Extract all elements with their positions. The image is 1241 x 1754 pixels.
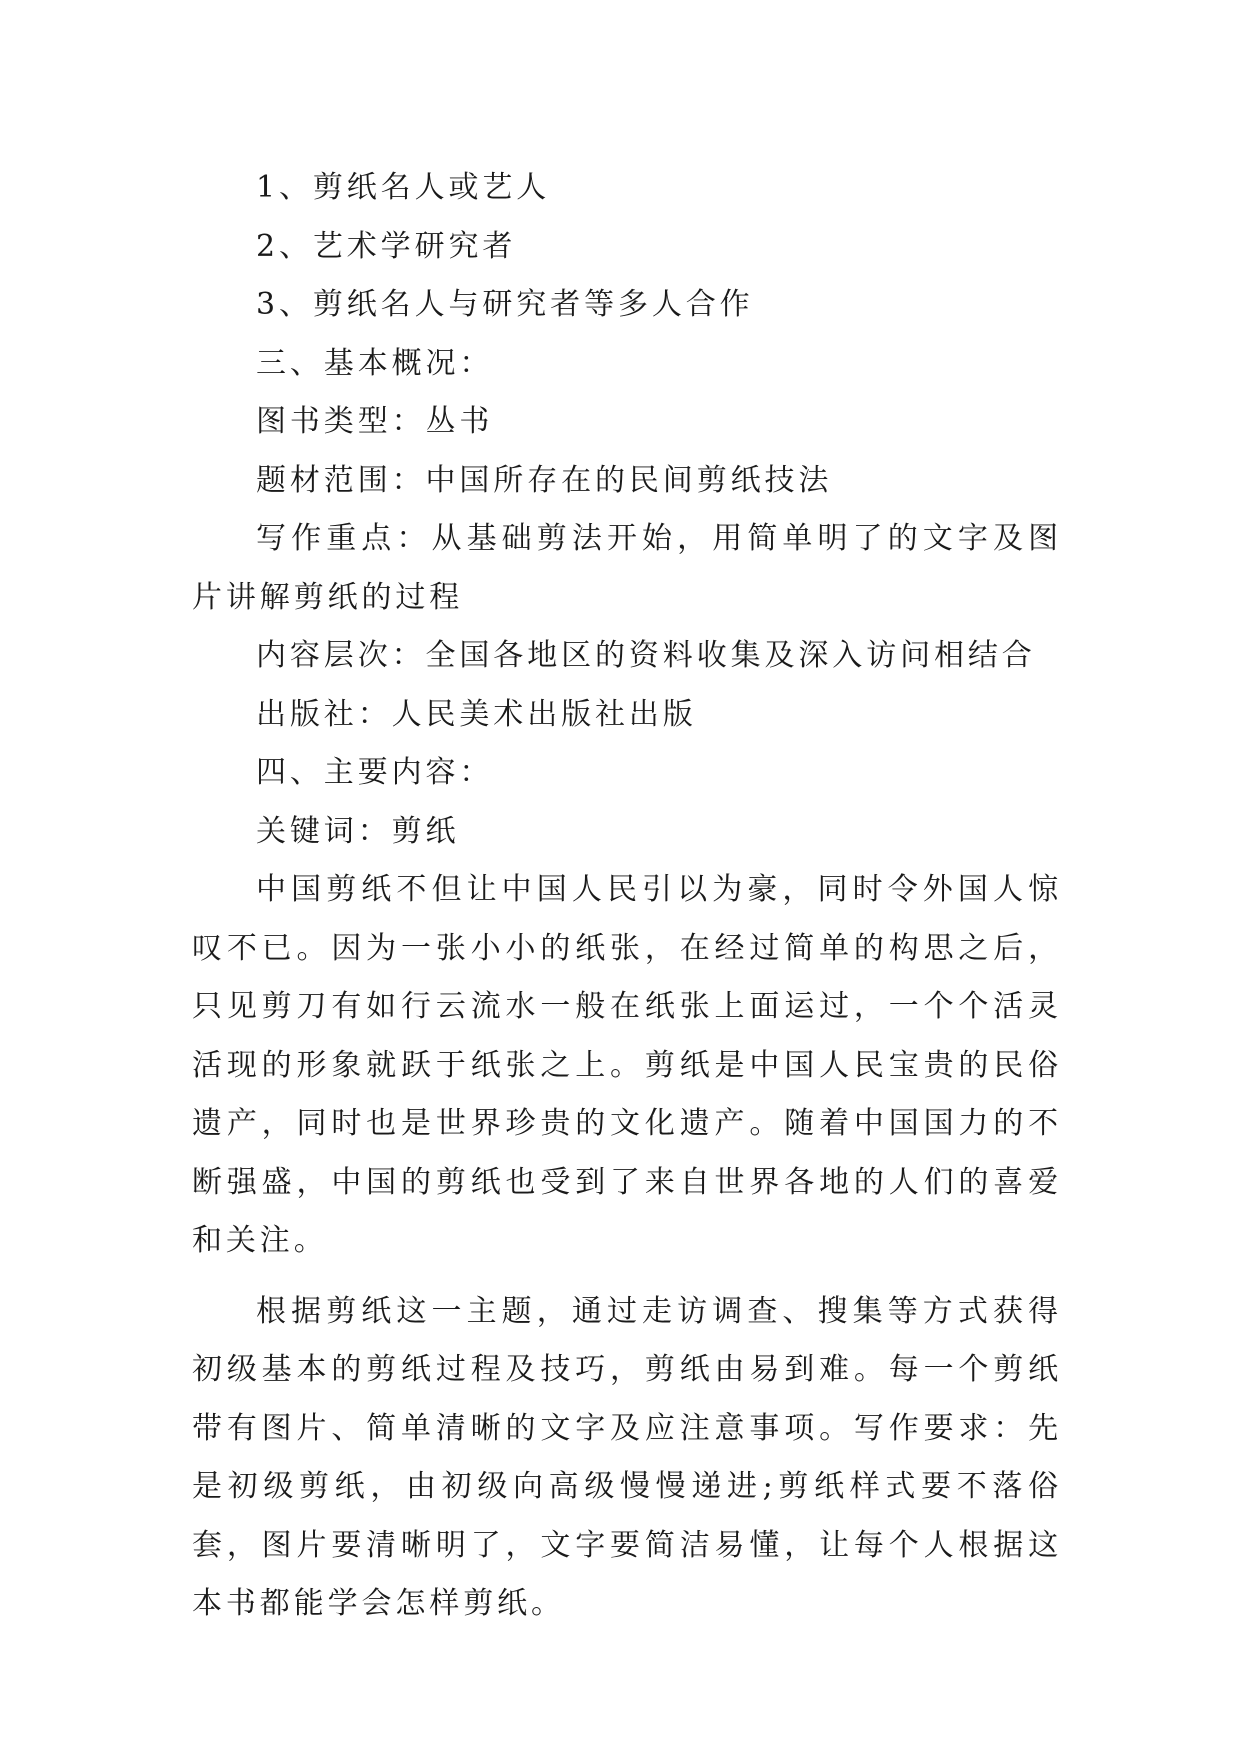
info-line-content-level: 内容层次：全国各地区的资料收集及深入访问相结合 [256,638,1036,673]
keywords-line: 关键词：剪纸 [256,813,460,849]
info-line-publisher: 出版社：人民美术出版社出版 [256,696,697,732]
section-heading: 四、主要内容： [256,755,494,790]
info-line-writing-focus: 写作重点：从基础剪法开始，用简单明了的文字及图片讲解剪纸的过程 [192,521,1062,615]
body-paragraph: 中国剪纸不但让中国人民引以为豪，同时令外国人惊叹不已。因为一张小小的纸张，在经过简单的构思之后，只见剪刀有如行云流水一般在纸张上面运过，一个个活灵活现的形象就跃于纸张之上。剪纸是中国人民宝贵的民俗遗产，同时也是世界珍贵的文化遗产。随着中国国力的不断强盛，中国的剪纸也受到了来自世界各地的人们的喜爱和关注。 [192,872,1062,1258]
info-line-book-type: 图书类型：丛书 [256,404,494,439]
info-line-subject-scope: 题材范围：中国所存在的民间剪纸技法 [256,462,833,498]
section-heading: 三、基本概况： [256,345,494,381]
list-item: 1、剪纸名人或艺人 [256,170,551,205]
body-paragraph: 根据剪纸这一主题，通过走访调查、搜集等方式获得初级基本的剪纸过程及技巧，剪纸由易到难。每一个剪纸带有图片、简单清晰的文字及应注意事项。写作要求：先是初级剪纸，由初级向高级慢慢递进;剪纸样式要不落俗套，图片要清晰明了，文字要简洁易懂，让每个人根据这本书都能学会怎样剪纸。 [192,1293,1062,1621]
list-item: 3、剪纸名人与研究者等多人合作 [256,287,754,322]
document-body [192,159,1062,1634]
list-item: 2、艺术学研究者 [256,228,517,264]
